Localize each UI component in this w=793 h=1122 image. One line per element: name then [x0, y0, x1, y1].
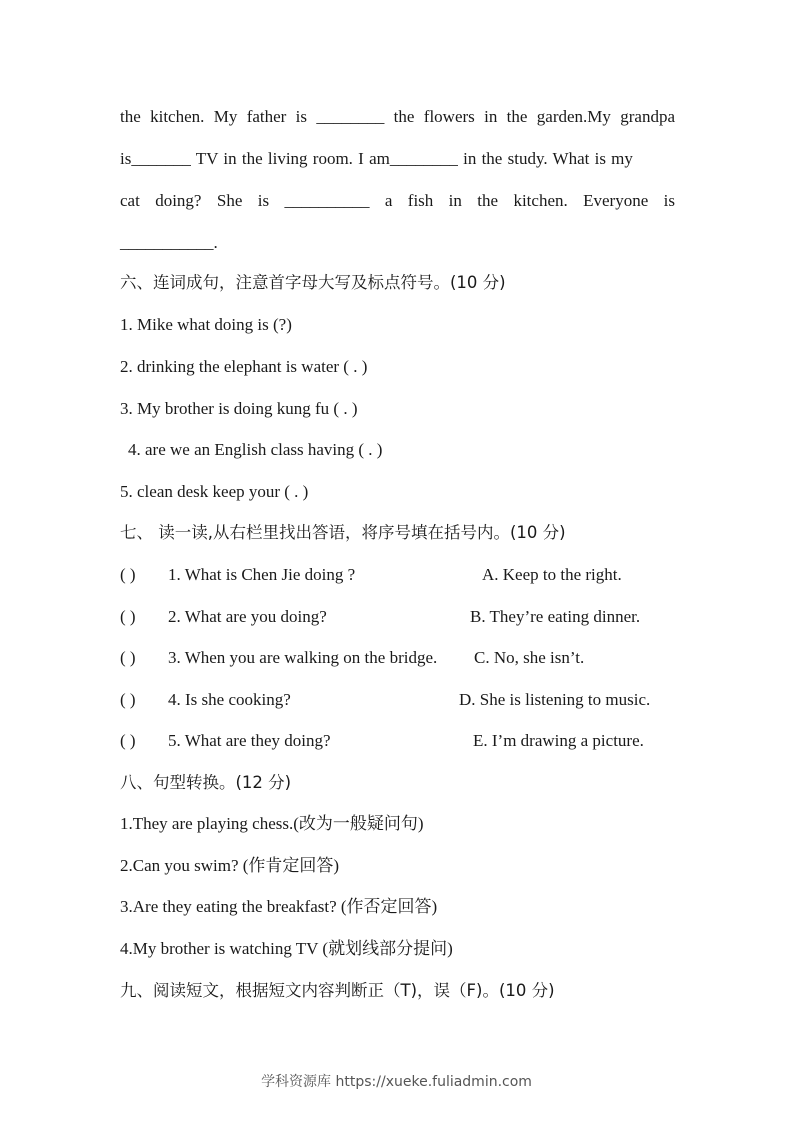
section-6-item-1: 1. Mike what doing is (?) [120, 315, 292, 334]
section-8-item-1: 1.They are playing chess.(改为一般疑问句) [120, 814, 424, 833]
answer-text: D. She is listening to music. [459, 690, 651, 709]
section-6-item-2: 2. drinking the elephant is water ( . ) [120, 357, 368, 376]
answer-blank[interactable]: ( ) [120, 731, 136, 750]
section-6-item-3: 3. My brother is doing kung fu ( . ) [120, 399, 358, 418]
section-6-item-4: 4. are we an English class having ( . ) [128, 440, 383, 459]
passage-line-1: the kitchen. My father is ________ the flowers in the garden.My grandpa [120, 107, 675, 126]
question-text: 5. What are they doing? [168, 731, 331, 750]
section-8-item-2: 2.Can you swim? (作肯定回答) [120, 856, 340, 875]
answer-blank[interactable]: ( ) [120, 690, 136, 709]
section-8-heading: 八、句型转换。(12 分) [120, 773, 292, 792]
passage-line-4: ___________. [120, 233, 218, 252]
question-text: 3. When you are walking on the bridge. [168, 648, 438, 667]
answer-text: C. No, she isn’t. [474, 648, 585, 667]
matching-row-4 [120, 690, 680, 710]
section-7-heading: 七、 读一读,从右栏里找出答语，将序号填在括号内。(10 分) [120, 523, 566, 542]
section-6-heading: 六、连词成句，注意首字母大写及标点符号。(10 分) [120, 273, 506, 292]
answer-blank[interactable]: ( ) [120, 565, 136, 584]
answer-blank[interactable]: ( ) [120, 648, 136, 667]
footer-watermark: 学科资源库 https://xueke.fuliadmin.com [261, 1074, 532, 1090]
passage-line-3: cat doing? She is __________ a fish in the kitchen. Everyone is [120, 191, 675, 210]
passage-line-2: is_______ TV in the living room. I am________ in the study. What is my [120, 149, 633, 168]
question-text: 2. What are you doing? [168, 607, 327, 626]
answer-text: E. I’m drawing a picture. [473, 731, 644, 750]
matching-row-3 [120, 648, 680, 668]
matching-row-5 [120, 731, 680, 751]
answer-text: B. They’re eating dinner. [470, 607, 641, 626]
answer-blank[interactable]: ( ) [120, 607, 136, 626]
section-8-item-3: 3.Are they eating the breakfast? (作否定回答) [120, 897, 438, 916]
section-9-heading: 九、阅读短文，根据短文内容判断正（T)，误（F)。(10 分) [120, 981, 555, 1000]
question-text: 4. Is she cooking? [168, 690, 291, 709]
matching-row-1 [120, 565, 680, 585]
answer-text: A. Keep to the right. [482, 565, 622, 584]
section-6-item-5: 5. clean desk keep your ( . ) [120, 482, 309, 501]
question-text: 1. What is Chen Jie doing ? [168, 565, 356, 584]
matching-row-2 [120, 607, 680, 627]
section-8-item-4: 4.My brother is watching TV (就划线部分提问) [120, 939, 453, 958]
